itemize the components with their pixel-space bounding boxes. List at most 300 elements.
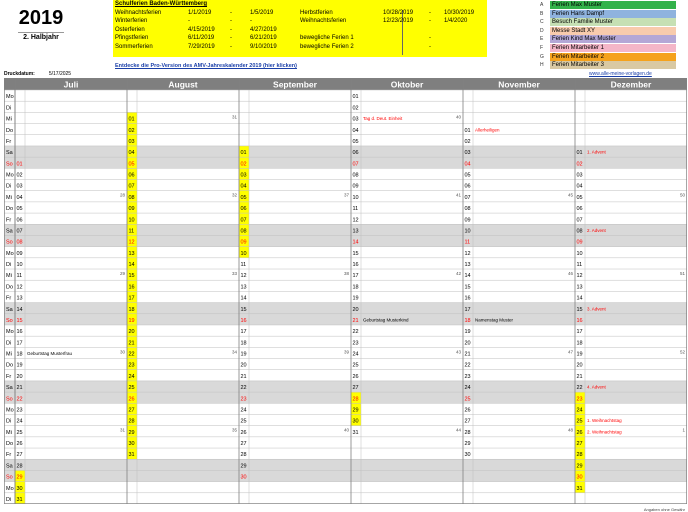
holiday-left-dash: - xyxy=(230,35,232,42)
day-number: 13 xyxy=(240,284,247,291)
day-number: 25 xyxy=(128,385,135,392)
day-number: 10 xyxy=(352,194,359,201)
day-number: 02 xyxy=(128,127,135,134)
day-number: 13 xyxy=(464,262,471,269)
day-number: 18 xyxy=(576,340,583,347)
day-number: 13 xyxy=(16,295,23,302)
day-number: 10 xyxy=(128,217,135,224)
day-number: 05 xyxy=(16,206,23,213)
week-number: 47 xyxy=(567,349,573,355)
holiday-left-dash: - xyxy=(230,43,232,50)
day-number: 27 xyxy=(240,441,247,448)
day-number: 23 xyxy=(16,407,23,414)
day-number: 22 xyxy=(128,351,135,358)
day-number: 08 xyxy=(128,194,135,201)
day-number: 09 xyxy=(128,206,135,213)
weekend-row xyxy=(4,146,687,157)
legend-key: G xyxy=(540,53,544,60)
day-number: 01 xyxy=(576,150,583,157)
weekday-label: Sa xyxy=(6,463,13,470)
day-number: 07 xyxy=(464,194,471,201)
month-header-august: August xyxy=(168,79,198,90)
day-number: 21 xyxy=(16,385,23,392)
day-number: 15 xyxy=(464,284,471,291)
day-number: 04 xyxy=(240,183,247,190)
weekday-label: Do xyxy=(6,441,14,448)
month-header-juli: Juli xyxy=(63,79,79,90)
day-number: 12 xyxy=(352,217,359,224)
holiday-left-from: 6/11/2019 xyxy=(188,35,215,42)
holiday-left-to: 6/21/2019 xyxy=(250,35,277,42)
legend-label: Ferien Kind Max Muster xyxy=(550,35,676,43)
weekday-label: So xyxy=(6,239,13,246)
day-number: 05 xyxy=(352,138,359,145)
weekend-row xyxy=(4,381,687,392)
weekday-label: Fr xyxy=(6,138,12,145)
day-number: 25 xyxy=(576,418,583,425)
day-number: 21 xyxy=(240,373,247,380)
weekday-label: So xyxy=(6,396,13,403)
calendar-grid xyxy=(4,78,687,504)
weekday-label: Mi xyxy=(6,194,12,201)
day-number: 30 xyxy=(576,474,583,481)
day-number: 26 xyxy=(464,407,471,414)
day-number: 24 xyxy=(576,407,583,414)
day-number: 29 xyxy=(128,429,135,436)
week-number: 51 xyxy=(679,271,685,277)
day-number: 31 xyxy=(128,452,135,459)
half-year-label: 2. Halbjahr xyxy=(23,34,59,41)
day-number: 19 xyxy=(128,317,135,324)
day-number: 16 xyxy=(128,284,135,291)
day-number: 23 xyxy=(352,340,359,347)
calendar-event: Geburtstag Musterfrau xyxy=(27,351,73,357)
day-number: 02 xyxy=(16,172,23,179)
day-number: 18 xyxy=(352,284,359,291)
day-number: 20 xyxy=(16,373,23,380)
day-number: 07 xyxy=(576,217,583,224)
weekday-label: Fr xyxy=(6,452,12,459)
week-number: 28 xyxy=(119,192,125,198)
day-number: 06 xyxy=(352,150,359,157)
day-number: 01 xyxy=(16,161,23,168)
day-number: 25 xyxy=(240,418,247,425)
day-number: 18 xyxy=(128,306,135,313)
weekday-label: Mo xyxy=(6,172,14,179)
week-number: 40 xyxy=(343,427,349,433)
holiday-right-dash: - xyxy=(429,35,431,42)
day-number: 24 xyxy=(128,373,135,380)
print-date-value: 5/17/2025 xyxy=(48,71,72,77)
week-number: 44 xyxy=(455,427,461,433)
day-number: 20 xyxy=(240,362,247,369)
day-number: 28 xyxy=(576,452,583,459)
legend-item xyxy=(540,10,677,18)
weekday-label: Sa xyxy=(6,306,13,313)
day-number: 16 xyxy=(464,295,471,302)
legend-item xyxy=(540,27,677,35)
day-number: 28 xyxy=(352,396,359,403)
legend-key: F xyxy=(540,45,544,51)
legend-item xyxy=(540,53,677,61)
day-number: 27 xyxy=(576,441,583,448)
day-number: 14 xyxy=(576,295,583,302)
day-number: 27 xyxy=(464,418,471,425)
day-number: 09 xyxy=(352,183,359,190)
day-number: 04 xyxy=(576,183,583,190)
day-number: 22 xyxy=(16,396,23,403)
day-number: 22 xyxy=(352,329,359,336)
weekend-row xyxy=(4,235,687,246)
day-number: 02 xyxy=(352,105,359,112)
holidays-separator xyxy=(402,10,403,55)
week-number: 1 xyxy=(682,427,685,433)
legend-item xyxy=(540,1,677,9)
week-number: 38 xyxy=(343,271,349,277)
holiday-right-from: 12/23/2019 xyxy=(383,18,414,25)
day-number: 02 xyxy=(464,138,471,145)
day-number: 20 xyxy=(352,306,359,313)
legend-item xyxy=(540,35,677,43)
week-number: 37 xyxy=(343,192,349,198)
day-number: 19 xyxy=(16,362,23,369)
day-number: 07 xyxy=(128,183,135,190)
holiday-right-from: 10/28/2019 xyxy=(383,10,414,16)
holiday-right-name: bewegliche Ferien 2 xyxy=(300,43,354,50)
day-number: 26 xyxy=(16,441,23,448)
day-number: 06 xyxy=(16,217,23,224)
weekday-label: Do xyxy=(6,284,14,291)
calendar-event: 4. Advent xyxy=(587,384,606,390)
weekday-label: Sa xyxy=(6,385,13,392)
day-number: 28 xyxy=(464,429,471,436)
legend-label: Messe Stadt XY xyxy=(550,27,676,35)
day-number: 22 xyxy=(464,362,471,369)
school-holidays-title: Schulferien Baden-Württemberg xyxy=(115,1,208,7)
holiday-right-dash: - xyxy=(429,10,431,16)
day-number: 06 xyxy=(576,206,583,213)
website-link[interactable]: www.alle-meine-vorlagen.de xyxy=(589,71,652,77)
day-number: 29 xyxy=(576,463,583,470)
week-number: 48 xyxy=(567,427,573,433)
year-title: 2019 xyxy=(18,7,64,29)
weekday-label: So xyxy=(6,161,13,168)
day-number: 15 xyxy=(128,273,135,280)
day-number: 10 xyxy=(464,228,471,235)
day-number: 09 xyxy=(576,239,583,246)
day-number: 21 xyxy=(128,340,135,347)
holiday-left-name: Sommerferien xyxy=(115,43,153,50)
day-number: 13 xyxy=(128,250,135,257)
day-number: 31 xyxy=(16,497,23,503)
disclaimer: Angaben ohne Gewähr xyxy=(643,507,685,512)
holiday-right-to: 1/4/2020 xyxy=(444,18,468,25)
day-number: 12 xyxy=(16,284,23,291)
day-number: 22 xyxy=(240,385,247,392)
weekend-row xyxy=(4,303,687,314)
day-number: 29 xyxy=(464,441,471,448)
day-number: 10 xyxy=(240,250,247,257)
weekday-label: Mi xyxy=(6,273,12,280)
day-number: 20 xyxy=(464,340,471,347)
day-number: 20 xyxy=(576,362,583,369)
week-number: 40 xyxy=(455,114,461,120)
day-number: 07 xyxy=(16,228,23,235)
weekday-label: Di xyxy=(6,497,12,503)
day-number: 10 xyxy=(576,250,583,257)
calendar-event: 2. Advent xyxy=(587,227,606,233)
day-number: 23 xyxy=(240,396,247,403)
holiday-right-to: 10/30/2019 xyxy=(444,10,475,16)
day-number: 13 xyxy=(576,284,583,291)
day-number: 12 xyxy=(240,273,247,280)
calendar-event: Geburtstag Musterkind xyxy=(363,317,409,323)
month-header-oktober: Oktober xyxy=(390,79,424,90)
day-number: 17 xyxy=(16,340,23,347)
holiday-left-to: 4/27/2019 xyxy=(250,26,277,33)
month-header-bar xyxy=(4,78,687,90)
day-number: 06 xyxy=(464,183,471,190)
pro-version-link[interactable]: Entdecke die Pro-Version des AMV-Jahreskalender 2019 (hier klicken) xyxy=(115,63,297,69)
holiday-left-to: 1/5/2019 xyxy=(250,10,274,16)
school-holidays-table xyxy=(113,0,487,57)
day-number: 30 xyxy=(128,441,135,448)
day-number: 27 xyxy=(352,385,359,392)
day-number: 24 xyxy=(352,351,359,358)
day-number: 27 xyxy=(16,452,23,459)
holiday-left-to: 9/10/2019 xyxy=(250,43,277,50)
day-number: 14 xyxy=(128,262,135,269)
day-number: 31 xyxy=(352,429,359,436)
day-number: 03 xyxy=(128,138,135,145)
calendar-event: 3. Advent xyxy=(587,306,606,312)
day-number: 19 xyxy=(352,295,359,302)
weekend-row xyxy=(4,314,687,325)
day-number: 03 xyxy=(352,116,359,123)
day-number: 30 xyxy=(352,418,359,425)
day-number: 01 xyxy=(128,116,135,123)
weekend-row xyxy=(4,157,687,168)
legend-label: Ferien Hans Dampf xyxy=(550,10,676,18)
weekday-label: Mo xyxy=(6,94,14,101)
day-number: 30 xyxy=(464,452,471,459)
day-number: 18 xyxy=(240,340,247,347)
day-number: 04 xyxy=(16,194,23,201)
holiday-left-from: 7/29/2019 xyxy=(188,43,215,50)
day-number: 14 xyxy=(352,239,359,246)
week-number: 42 xyxy=(455,271,461,277)
day-number: 15 xyxy=(352,250,359,257)
weekend-row xyxy=(4,224,687,235)
weekday-label: Mo xyxy=(6,250,14,257)
day-number: 24 xyxy=(464,385,471,392)
day-number: 21 xyxy=(576,373,583,380)
legend-key: A xyxy=(540,2,544,8)
day-number: 17 xyxy=(464,306,471,313)
weekday-label: Di xyxy=(6,183,12,190)
day-number: 03 xyxy=(464,150,471,157)
week-number: 45 xyxy=(567,192,573,198)
holiday-left-dash: - xyxy=(230,26,232,33)
calendar-event: 2. Weihnachtstag xyxy=(587,429,622,435)
day-number: 03 xyxy=(240,172,247,179)
day-number: 01 xyxy=(352,94,359,101)
day-number: 11 xyxy=(464,239,471,246)
day-number: 09 xyxy=(464,217,471,224)
holiday-left-from: 4/15/2019 xyxy=(188,26,215,33)
week-number: 39 xyxy=(343,349,349,355)
holiday-right-name: bewegliche Ferien 1 xyxy=(300,35,354,42)
week-number: 33 xyxy=(231,271,237,277)
day-number: 12 xyxy=(576,273,583,280)
week-number: 32 xyxy=(231,192,237,198)
day-number: 16 xyxy=(16,329,23,336)
day-number: 30 xyxy=(16,485,23,492)
legend-key: B xyxy=(540,10,544,17)
weekday-label: Di xyxy=(6,105,12,112)
day-number: 27 xyxy=(128,407,135,414)
legend-item xyxy=(540,18,677,26)
holiday-right-name: Herbstferien xyxy=(300,10,333,16)
day-number: 22 xyxy=(576,385,583,392)
weekday-label: Di xyxy=(6,418,12,425)
week-number: 43 xyxy=(455,349,461,355)
day-number: 16 xyxy=(240,317,247,324)
legend-label: Besuch Familie Muster xyxy=(550,18,676,26)
day-number: 25 xyxy=(16,429,23,436)
day-number: 24 xyxy=(240,407,247,414)
day-number: 08 xyxy=(576,228,583,235)
weekday-label: Di xyxy=(6,262,12,269)
day-number: 06 xyxy=(128,172,135,179)
week-number: 31 xyxy=(231,114,237,120)
weekday-label: Do xyxy=(6,362,14,369)
weekday-label: Do xyxy=(6,206,14,213)
day-number: 05 xyxy=(464,172,471,179)
day-number: 05 xyxy=(576,194,583,201)
day-number: 26 xyxy=(240,429,247,436)
month-header-november: November xyxy=(498,79,540,90)
day-number: 23 xyxy=(464,373,471,380)
print-date-label: Druckdatum: xyxy=(4,71,35,77)
day-number: 18 xyxy=(464,317,471,324)
day-number: 04 xyxy=(352,127,359,134)
weekday-label: Di xyxy=(6,340,12,347)
holiday-right-dash: - xyxy=(429,43,431,50)
divider xyxy=(18,32,64,33)
weekday-label: Fr xyxy=(6,295,12,302)
day-number: 17 xyxy=(576,329,583,336)
day-number: 11 xyxy=(128,228,135,235)
holiday-left-name: Winterferien xyxy=(115,18,148,25)
day-number: 15 xyxy=(240,306,247,313)
week-number: 34 xyxy=(231,349,237,355)
month-header-september: September xyxy=(273,79,317,90)
holiday-left-name: Weihnachtsferien xyxy=(115,10,162,16)
day-number: 17 xyxy=(128,295,135,302)
legend-label: Ferien Mitarbeiter 2 xyxy=(550,53,676,61)
holiday-left-name: Osterferien xyxy=(115,26,145,33)
day-number: 23 xyxy=(128,362,135,369)
day-number: 16 xyxy=(352,262,359,269)
day-number: 11 xyxy=(352,206,359,213)
day-number: 14 xyxy=(16,306,23,313)
day-number: 31 xyxy=(576,485,583,492)
week-number: 35 xyxy=(231,427,237,433)
legend-key: H xyxy=(540,62,544,69)
day-number: 26 xyxy=(128,396,135,403)
holiday-left-to: - xyxy=(250,18,252,25)
holiday-left-from: 1/1/2019 xyxy=(188,10,212,16)
day-number: 29 xyxy=(16,474,23,481)
month-header-dezember: Dezember xyxy=(610,79,652,90)
legend-key: D xyxy=(540,27,544,34)
weekday-label: Fr xyxy=(6,217,12,224)
day-number: 25 xyxy=(352,362,359,369)
week-number: 31 xyxy=(119,427,125,433)
week-number: 50 xyxy=(679,192,685,198)
weekday-label: Sa xyxy=(6,228,13,235)
calendar-event: Allerheiligen xyxy=(475,127,500,133)
day-number: 25 xyxy=(464,396,471,403)
day-number: 17 xyxy=(352,273,359,280)
calendar-event: Namenstag Muster xyxy=(475,317,514,323)
day-number: 08 xyxy=(352,172,359,179)
weekday-label: So xyxy=(6,317,13,324)
day-number: 04 xyxy=(128,150,135,157)
holiday-right-dash: - xyxy=(429,18,431,25)
day-number: 24 xyxy=(16,418,23,425)
day-number: 05 xyxy=(128,161,135,168)
week-number: 46 xyxy=(567,271,573,277)
day-number: 15 xyxy=(576,306,583,313)
legend-item xyxy=(540,61,677,69)
holiday-left-dash: - xyxy=(230,18,232,25)
day-number: 29 xyxy=(352,407,359,414)
day-number: 29 xyxy=(240,463,247,470)
day-number: 23 xyxy=(576,396,583,403)
holiday-right-name: Weihnachtsferien xyxy=(300,18,347,25)
day-number: 28 xyxy=(16,463,23,470)
weekday-label: Mo xyxy=(6,407,14,414)
calendar-event: 1. Advent xyxy=(587,149,606,155)
calendar-event: Tag d. Deut. Einheit xyxy=(363,116,403,122)
weekday-label: Mi xyxy=(6,429,12,436)
weekday-label: Mi xyxy=(6,351,12,358)
day-number: 21 xyxy=(464,351,471,358)
weekday-label: So xyxy=(6,474,13,481)
day-number: 26 xyxy=(576,429,583,436)
week-number: 52 xyxy=(679,349,685,355)
day-number: 02 xyxy=(576,161,583,168)
legend-label: Ferien Mitarbeiter 3 xyxy=(550,61,676,69)
weekday-label: Fr xyxy=(6,373,12,380)
day-number: 06 xyxy=(240,206,247,213)
day-number: 19 xyxy=(576,351,583,358)
day-number: 28 xyxy=(128,418,135,425)
legend-label: Ferien Mitarbeiter 1 xyxy=(550,44,676,52)
day-number: 09 xyxy=(240,239,247,246)
weekday-label: Mi xyxy=(6,116,12,123)
day-number: 13 xyxy=(352,228,359,235)
day-number: 09 xyxy=(16,250,23,257)
holiday-left-name: Pfingstferien xyxy=(115,35,149,42)
legend-key: C xyxy=(540,19,544,26)
day-number: 11 xyxy=(240,262,247,269)
weekday-label: Do xyxy=(6,127,14,134)
day-number: 02 xyxy=(240,161,247,168)
day-number: 01 xyxy=(464,127,471,134)
